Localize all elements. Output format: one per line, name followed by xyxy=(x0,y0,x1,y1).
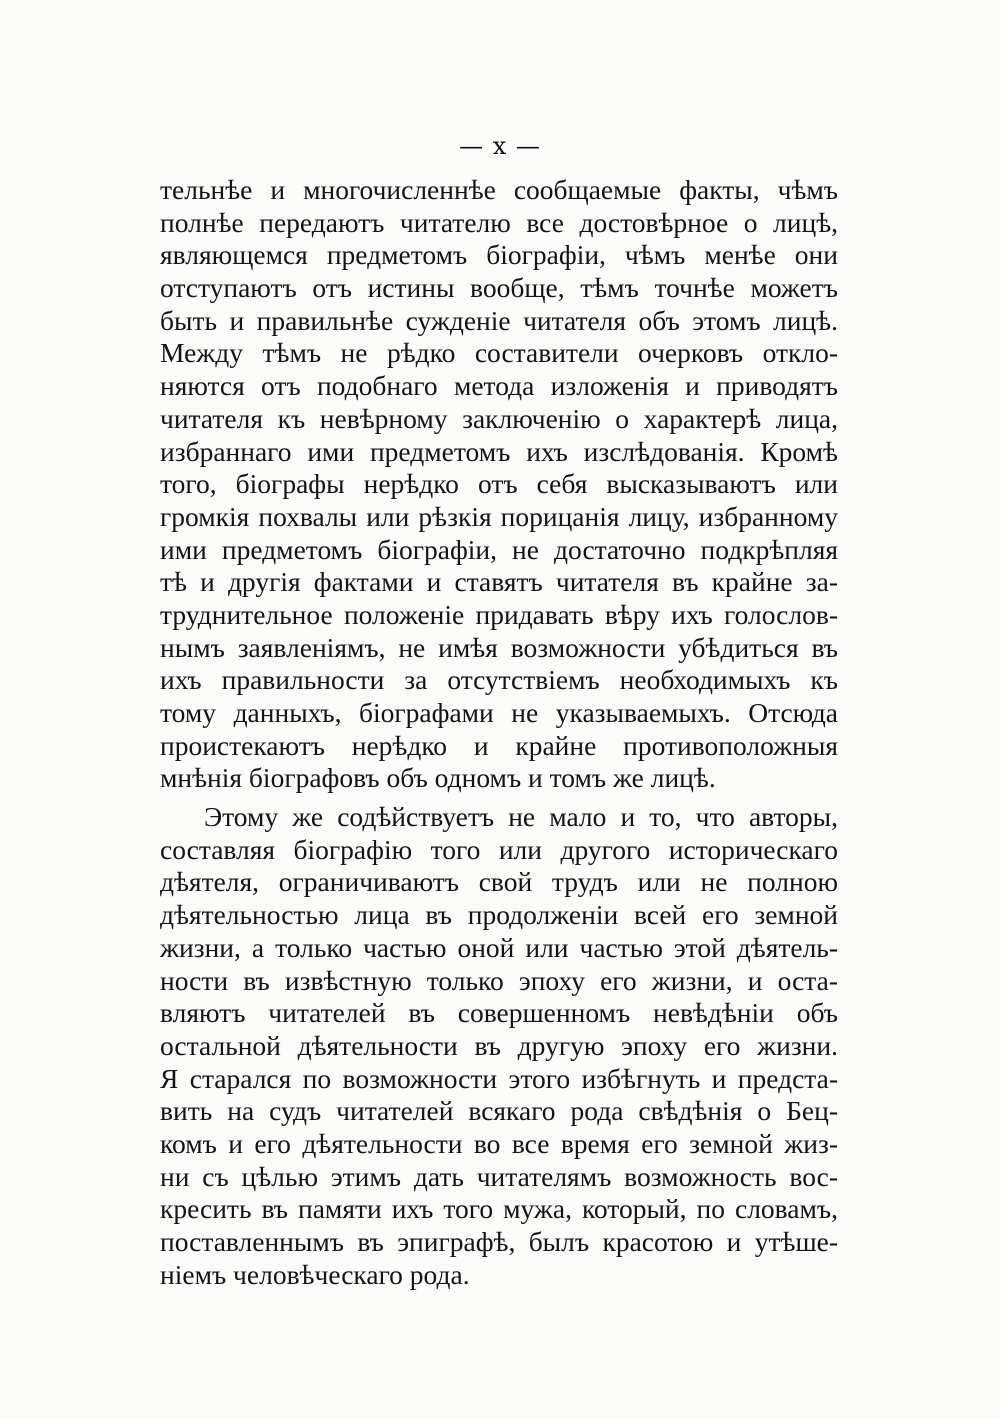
text-line: дѣятельностью лица въ продолженіи всей его земной xyxy=(160,899,838,931)
text-line: полнѣе передаютъ читателю все достовѣрное о лицѣ, xyxy=(160,206,838,238)
text-line: ни съ цѣлью этимъ дать читателямъ возможность вос- xyxy=(160,1160,838,1192)
text-line: составляя біографію того или другого историческаго xyxy=(160,833,838,865)
text-line: Между тѣмъ не рѣдко составители очерковъ откло- xyxy=(160,337,838,369)
text-line: няются отъ подобнаго метода изложенія и приводятъ xyxy=(160,370,838,402)
text-line: являющемся предметомъ біографіи, чѣмъ менѣе они xyxy=(160,239,838,271)
text-line: отступаютъ отъ истины вообще, тѣмъ точнѣе можетъ xyxy=(160,272,838,304)
text-line: вляютъ читателей въ совершенномъ невѣдѣніи объ xyxy=(160,997,838,1029)
page-number: — x — xyxy=(459,132,541,160)
text-line: жизни, а только частью оной или частью этой дѣятель- xyxy=(160,931,838,963)
text-line: ности въ извѣстную только эпоху его жизни, и оста- xyxy=(160,964,838,996)
text-line: нымъ заявленіямъ, не имѣя возможности убѣдиться въ xyxy=(160,631,838,663)
text-line: ими предметомъ біографіи, не достаточно подкрѣпляя xyxy=(160,533,838,565)
text-line: Этому же содѣйствуетъ не мало и то, что авторы, xyxy=(204,801,838,833)
text-line: комъ и его дѣятельности во все время его земной жиз- xyxy=(160,1127,838,1159)
text-line: поставленнымъ въ эпиграфѣ, былъ красотою и утѣше- xyxy=(160,1226,838,1257)
paragraph-1 xyxy=(160,174,838,795)
text-line: ніемъ человѣческаго рода. xyxy=(160,1258,470,1290)
text-line: тельнѣе и многочисленнѣе сообщаемые факты, чѣмъ xyxy=(160,174,838,205)
text-line: вить на судъ читателей всякаго рода свѣдѣнія о Бец- xyxy=(160,1095,838,1127)
text-line: избраннаго ими предметомъ ихъ изслѣдованія. Кромѣ xyxy=(160,435,838,467)
text-line: быть и правильнѣе сужденіе читателя объ этомъ лицѣ. xyxy=(160,304,838,336)
text-line: Я старался по возможности этого избѣгнуть и предста- xyxy=(160,1062,838,1094)
text-line: дѣятеля, ограничиваютъ свой трудъ или не полною xyxy=(160,866,838,898)
text-line: проистекаютъ нерѣдко и крайне противоположныя xyxy=(160,729,838,761)
text-line: ихъ правильности за отсутствіемъ необходимыхъ къ xyxy=(160,664,838,696)
text-line: тому данныхъ, біографами не указываемыхъ. Отсюда xyxy=(160,697,838,728)
text-line: того, біографы нерѣдко отъ себя высказываютъ или xyxy=(160,468,838,500)
text-line: труднительное положеніе придавать вѣру ихъ голослов- xyxy=(160,598,838,630)
text-line: кресить въ памяти ихъ того мужа, который, по словамъ, xyxy=(160,1193,838,1225)
text-line: тѣ и другія фактами и ставятъ читателя въ крайне за- xyxy=(160,566,838,598)
text-line: читателя къ невѣрному заключенію о характерѣ лица, xyxy=(160,402,838,434)
text-line: остальной дѣятельности въ другую эпоху его жизни. xyxy=(160,1029,838,1061)
text-line: громкія похвалы или рѣзкія порицанія лицу, избранному xyxy=(160,500,838,532)
paragraph-2 xyxy=(160,801,838,1291)
text-line: мнѣнія біографовъ объ одномъ и томъ же лицѣ. xyxy=(160,762,716,794)
body-text xyxy=(160,174,838,1291)
